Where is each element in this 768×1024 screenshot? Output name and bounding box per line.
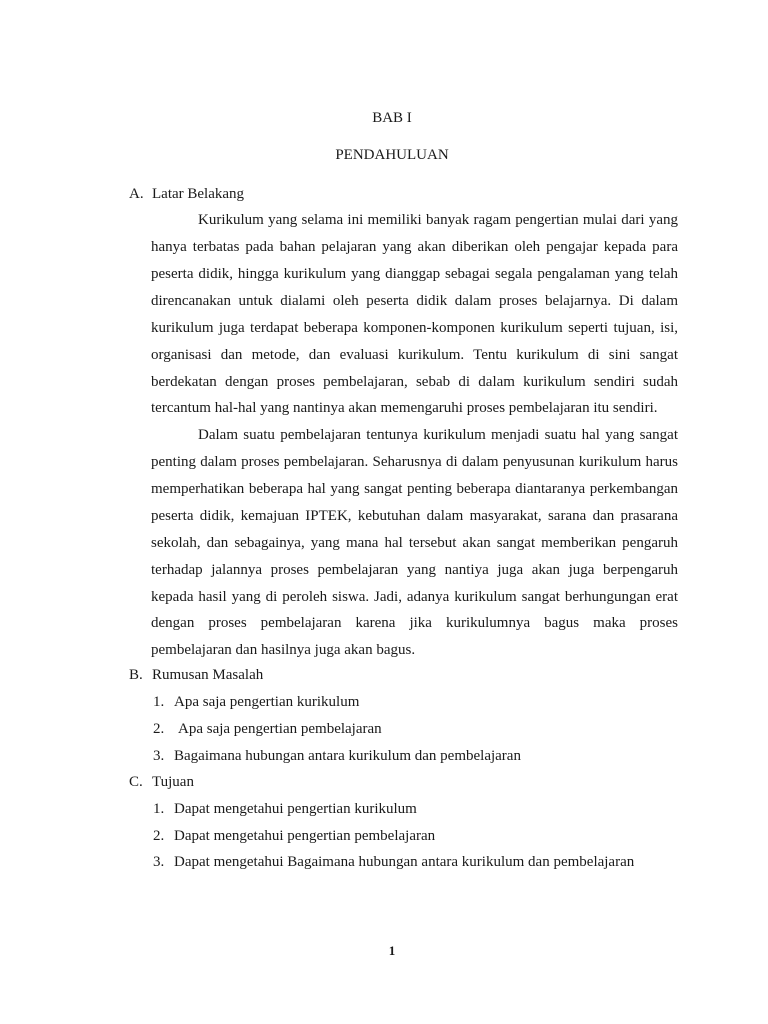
list-item: [153, 719, 382, 739]
section-letter: A.: [129, 186, 144, 202]
list-item: [153, 852, 634, 872]
section-letter: B.: [129, 667, 143, 683]
paragraph-2-line: peserta didik, kemajuan IPTEK, kebutuhan dalam masyarakat, sarana dan prasarana: [151, 508, 678, 524]
list-number: 3.: [153, 854, 165, 870]
list-text: Bagaimana hubungan antara kurikulum dan pembelajaran: [174, 748, 521, 764]
list-item: [153, 746, 521, 766]
list-text: Apa saja pengertian pembelajaran: [178, 721, 382, 737]
list-text: Dapat mengetahui pengertian pembelajaran: [174, 828, 436, 844]
list-number: 3.: [153, 748, 165, 764]
list-item: [153, 826, 435, 846]
paragraph-2-line: Dalam suatu pembelajaran tentunya kurikulum menjadi suatu hal yang sangat: [198, 427, 678, 443]
section-c-heading: [129, 772, 194, 792]
paragraph-2-line: kepada hasil yang di peroleh siswa. Jadi, adanya kurikulum sangat berhungungan erat: [151, 589, 678, 605]
chapter-label: BAB I: [372, 110, 412, 126]
paragraph-1-line: Kurikulum yang selama ini memiliki banyak ragam pengertian mulai dari yang: [198, 212, 678, 228]
list-number: 2.: [153, 828, 165, 844]
list-number: 1.: [153, 694, 165, 710]
paragraph-1-line: hanya terbatas pada bahan pelajaran yang akan diberikan oleh pengajar kepada para: [151, 239, 678, 255]
paragraph-1-line: tercantum hal-hal yang nantinya akan memengaruhi proses pembelajaran itu sendiri.: [151, 400, 658, 416]
page-number: 1: [388, 943, 396, 958]
list-text: Dapat mengetahui pengertian kurikulum: [174, 801, 417, 817]
list-item: [153, 692, 359, 712]
section-letter: C.: [129, 774, 143, 790]
list-item: [153, 799, 417, 819]
paragraph-2-line: sekolah, dan sebagainya, yang mana hal tersebut akan sangat memberikan pengaruh: [151, 535, 678, 551]
paragraph-1-line: berdekatan dengan proses pembelajaran, sebab di dalam kurikulum sendiri sudah: [151, 374, 678, 390]
list-number: 1.: [153, 801, 165, 817]
section-title: Latar Belakang: [152, 186, 245, 202]
list-text: Apa saja pengertian kurikulum: [174, 694, 360, 710]
paragraph-2-line: memperhatikan beberapa hal yang sangat penting beberapa diantaranya perkembangan: [151, 481, 678, 497]
chapter-title: PENDAHULUAN: [335, 147, 449, 163]
list-number: 2.: [153, 721, 165, 737]
paragraph-1-line: peserta didik, hingga kurikulum yang dianggap sebagai segala pengalaman yang telah: [151, 266, 678, 282]
section-a-heading: [129, 184, 244, 204]
paragraph-1-line: kurikulum juga terdapat beberapa komponen-komponen kurikulum seperti tujuan, isi,: [151, 320, 678, 336]
paragraph-2-line: penting dalam proses pembelajaran. Seharusnya di dalam penyusunan kurikulum harus: [151, 454, 678, 470]
paragraph-1-line: direncanakan untuk dialami oleh peserta didik dalam proses belajarnya. Di dalam: [151, 293, 678, 309]
section-b-heading: [129, 665, 263, 685]
paragraph-2-line: terhadap jalannya proses pembelajaran yang nantiya juga akan juga berpengaruh: [151, 562, 678, 578]
paragraph-1-line: organisasi dan metode, dan evaluasi kurikulum. Tentu kurikulum di sini sangat: [151, 347, 678, 363]
paragraph-2-line: dengan proses pembelajaran karena jika kurikulumnya bagus maka proses: [151, 615, 678, 631]
section-title: Tujuan: [152, 774, 194, 790]
list-text: Dapat mengetahui Bagaimana hubungan antara kurikulum dan pembelajaran: [174, 854, 635, 870]
paragraph-2-line: pembelajaran dan hasilnya juga akan bagus.: [151, 642, 416, 658]
section-title: Rumusan Masalah: [152, 667, 264, 683]
